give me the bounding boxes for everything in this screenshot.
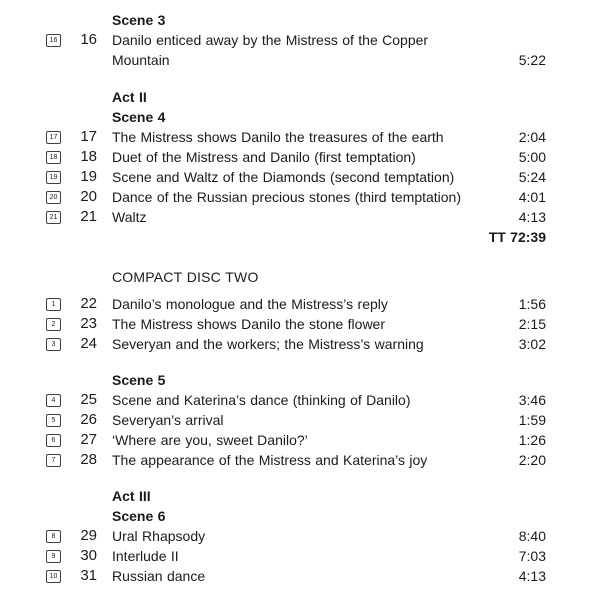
track-row [0, 167, 600, 187]
cue-number: 17 [49, 133, 58, 141]
section-heading-row [0, 107, 600, 127]
track-row [0, 566, 600, 586]
cue-number: 18 [49, 153, 58, 161]
cue-box [46, 570, 61, 583]
track-row [0, 147, 600, 167]
cue-number: 2 [51, 320, 56, 328]
cue-cell [46, 107, 62, 127]
cue-box [46, 434, 61, 447]
cue-box [46, 414, 61, 427]
track-number: 26 [80, 411, 97, 428]
track-title-line: The Mistress shows Danilo the treasures of the earth [112, 129, 444, 145]
section-heading: Act III [112, 488, 151, 504]
track-title-line: Ural Rhapsody [112, 528, 206, 544]
cue-cell [46, 167, 62, 187]
track-title [112, 430, 502, 450]
cue-cell [46, 486, 62, 506]
section-heading-row [0, 486, 600, 506]
track-number: 23 [80, 315, 97, 332]
cue-box [46, 318, 61, 331]
cue-cell [46, 410, 62, 430]
cue-cell [46, 390, 62, 410]
track-number: 19 [80, 168, 97, 185]
cue-cell [46, 294, 62, 314]
track-row [0, 334, 600, 354]
track-number: 30 [80, 547, 97, 564]
track-duration: 4:13 [518, 568, 546, 584]
cue-number: 20 [49, 193, 58, 201]
track-row [0, 410, 600, 430]
track-title [112, 167, 502, 187]
track-number: 16 [80, 31, 97, 48]
track-title [112, 334, 502, 354]
track-duration: 5:22 [518, 52, 546, 68]
cue-cell [46, 546, 62, 566]
section-heading-row [0, 370, 600, 390]
track-title-line: Danilo’s monologue and the Mistress’s reply [112, 296, 388, 312]
cue-box [46, 171, 61, 184]
track-row [0, 526, 600, 546]
track-number: 31 [80, 567, 97, 584]
section-heading: Scene 4 [112, 109, 166, 125]
cue-number: 3 [51, 340, 56, 348]
track-title-line: Waltz [112, 209, 147, 225]
track-row [0, 294, 600, 314]
track-title-line: Duet of the Mistress and Danilo (first temptation) [112, 149, 416, 165]
section-heading-row [0, 87, 600, 107]
track-duration: 5:24 [518, 169, 546, 185]
track-duration: 1:59 [518, 412, 546, 428]
track-duration: 1:56 [518, 296, 546, 312]
track-row [0, 207, 600, 227]
track-title [112, 410, 502, 430]
track-title-line: Scene and Katerina’s dance (thinking of Danilo) [112, 392, 411, 408]
cue-box [46, 34, 61, 47]
track-title [112, 207, 502, 227]
cue-number: 16 [49, 36, 58, 44]
cue-cell [46, 207, 62, 227]
cue-cell [46, 227, 62, 247]
cue-number: 9 [51, 552, 56, 560]
cue-box [46, 298, 61, 311]
track-title-line: Scene and Waltz of the Diamonds (second temptation) [112, 169, 455, 185]
cue-cell [46, 450, 62, 470]
track-duration: 4:01 [518, 189, 546, 205]
track-title [112, 450, 502, 470]
cue-box [46, 211, 61, 224]
track-row [0, 430, 600, 450]
cue-number: 4 [51, 396, 56, 404]
track-duration: 2:04 [518, 129, 546, 145]
track-row [0, 546, 600, 566]
track-title-line: The appearance of the Mistress and Katerina’s joy [112, 452, 428, 468]
track-title-line: The Mistress shows Danilo the stone flower [112, 316, 385, 332]
tracklist [0, 10, 600, 586]
cue-cell [46, 526, 62, 546]
track-title [112, 314, 502, 334]
track-title [112, 526, 502, 546]
track-number: 22 [80, 295, 97, 312]
cue-box [46, 454, 61, 467]
track-number: 24 [80, 335, 97, 352]
track-title-line: Severyan and the workers; the Mistress’s warning [112, 336, 424, 352]
cue-box [46, 131, 61, 144]
track-title-line: Severyan’s arrival [112, 412, 224, 428]
track-title [112, 546, 502, 566]
total-time-row [0, 227, 600, 247]
cue-box [46, 394, 61, 407]
track-row [0, 450, 600, 470]
track-title [112, 187, 502, 207]
cue-cell [46, 566, 62, 586]
cue-cell [46, 370, 62, 390]
track-duration: 7:03 [518, 548, 546, 564]
cue-number: 19 [49, 173, 58, 181]
track-duration: 4:13 [518, 209, 546, 225]
track-row [0, 187, 600, 207]
track-number: 27 [80, 431, 97, 448]
cue-box [46, 338, 61, 351]
track-title-line: Interlude II [112, 548, 179, 564]
cue-cell [46, 334, 62, 354]
section-heading: Scene 6 [112, 508, 166, 524]
track-duration: 1:26 [518, 432, 546, 448]
track-title [112, 30, 502, 70]
cue-cell [46, 127, 62, 147]
track-title [112, 294, 502, 314]
track-row [0, 127, 600, 147]
cue-number: 8 [51, 532, 56, 540]
cue-number: 21 [49, 213, 58, 221]
disc-heading: COMPACT DISC TWO [112, 269, 259, 285]
total-time: TT 72:39 [488, 229, 546, 245]
track-title [112, 566, 502, 586]
cue-cell [46, 87, 62, 107]
track-number: 21 [80, 208, 97, 225]
track-title [112, 390, 502, 410]
track-row [0, 390, 600, 410]
track-number: 29 [80, 527, 97, 544]
track-number: 28 [80, 451, 97, 468]
cue-number: 5 [51, 416, 56, 424]
track-title [112, 127, 502, 147]
section-heading: Act II [112, 89, 147, 105]
section-heading: Scene 3 [112, 12, 166, 28]
track-title-line: ‘Where are you, sweet Danilo?’ [112, 432, 308, 448]
cue-cell [46, 314, 62, 334]
cue-number: 7 [51, 456, 56, 464]
track-number: 25 [80, 391, 97, 408]
cue-number: 10 [49, 572, 58, 580]
section-heading-row [0, 10, 600, 30]
cue-cell [46, 10, 62, 30]
track-duration: 2:20 [518, 452, 546, 468]
cue-cell [46, 30, 62, 50]
track-row [0, 30, 600, 70]
cue-box [46, 151, 61, 164]
track-duration: 8:40 [518, 528, 546, 544]
cue-cell [46, 267, 62, 287]
section-heading-row [0, 506, 600, 526]
cue-cell [46, 147, 62, 167]
cue-box [46, 530, 61, 543]
track-number: 17 [80, 128, 97, 145]
track-duration: 3:46 [518, 392, 546, 408]
track-duration: 5:00 [518, 149, 546, 165]
track-number: 18 [80, 148, 97, 165]
track-title-line: Mountain [112, 52, 170, 68]
cue-cell [46, 506, 62, 526]
track-number: 20 [80, 188, 97, 205]
track-title-line: Russian dance [112, 568, 206, 584]
track-title-line: Danilo enticed away by the Mistress of the Copper [112, 32, 429, 48]
cue-cell [46, 430, 62, 450]
disc-heading-row [0, 267, 600, 287]
cue-cell [46, 187, 62, 207]
track-duration: 3:02 [518, 336, 546, 352]
track-duration: 2:15 [518, 316, 546, 332]
cue-number: 6 [51, 436, 56, 444]
track-title [112, 147, 502, 167]
cue-number: 1 [51, 300, 56, 308]
track-title-line: Dance of the Russian precious stones (third temptation) [112, 189, 462, 205]
track-row [0, 314, 600, 334]
section-heading: Scene 5 [112, 372, 166, 388]
cue-box [46, 550, 61, 563]
cue-box [46, 191, 61, 204]
